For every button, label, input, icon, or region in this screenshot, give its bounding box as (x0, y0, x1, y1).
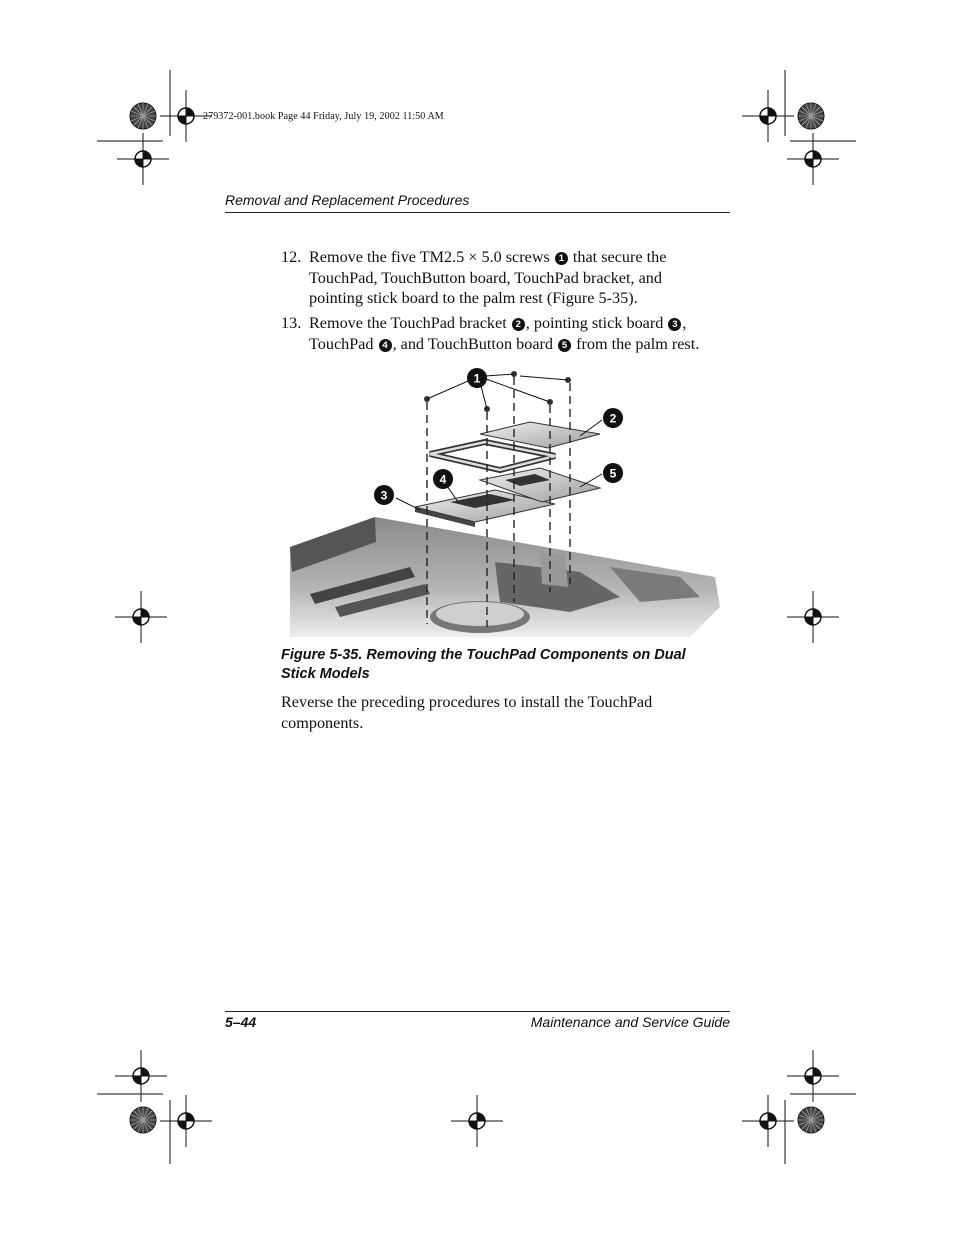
step-number: 12. (281, 248, 302, 266)
step-number: 13. (281, 314, 302, 332)
touchpad-removal-illustration (280, 362, 730, 640)
page-number: 5–44 (225, 1014, 257, 1030)
step-text: Remove the TouchPad bracket 2 , pointing stick board 3 , TouchPad 4 , and TouchButton board 5 from the palm rest. (309, 314, 700, 353)
callout-2-icon (603, 408, 623, 428)
registration-crosshair-icon (742, 90, 794, 142)
callout-1-icon (467, 368, 487, 388)
callout-4-icon: 4 (379, 339, 392, 352)
svg-text:2: 2 (609, 411, 617, 426)
registration-crosshair-icon (451, 1095, 503, 1147)
registration-crosshair-icon (115, 591, 167, 643)
palm-rest (290, 517, 720, 637)
registration-crosshair-icon (742, 1095, 794, 1147)
closing-paragraph: Reverse the preceding procedures to install the TouchPad components. (281, 693, 653, 732)
footer-guide-title: Maintenance and Service Guide (530, 1014, 730, 1030)
svg-text:3: 3 (380, 488, 388, 503)
registration-target-icon (130, 103, 156, 129)
svg-text:5: 5 (609, 466, 617, 481)
callout-3-icon: 3 (668, 318, 681, 331)
footer-rule (225, 1011, 730, 1012)
print-slug: 279372-001.book Page 44 Friday, July 19, 2002 11:50 AM (203, 111, 444, 122)
registration-target-icon (130, 1107, 156, 1133)
step-text: Remove the five TM2.5 × 5.0 screws 1 that secure the TouchPad, TouchButton board, TouchPad bracket, and pointing stick board to the palm rest (Figure 5-35). (309, 248, 667, 307)
registration-crosshair-icon (160, 1095, 212, 1147)
callout-3-icon (374, 485, 394, 505)
callout-4-icon (433, 469, 453, 489)
registration-crosshair-icon (787, 591, 839, 643)
callout-2-icon: 2 (512, 318, 525, 331)
svg-text:1: 1 (473, 371, 481, 386)
callout-5-icon (603, 463, 623, 483)
svg-text:4: 4 (439, 472, 447, 487)
running-head: Removal and Replacement Procedures (225, 192, 470, 208)
registration-target-icon (798, 1107, 824, 1133)
figure-caption: Figure 5-35. Removing the TouchPad Components on Dual Stick Models (281, 647, 686, 682)
header-rule (225, 212, 730, 213)
registration-target-icon (798, 103, 824, 129)
callout-5-icon: 5 (558, 339, 571, 352)
screw-icons (424, 371, 571, 412)
callout-1-icon: 1 (555, 252, 568, 265)
procedure-step-13 (281, 313, 731, 354)
procedure-step-12 (281, 247, 731, 309)
bracket-frame (430, 442, 555, 470)
